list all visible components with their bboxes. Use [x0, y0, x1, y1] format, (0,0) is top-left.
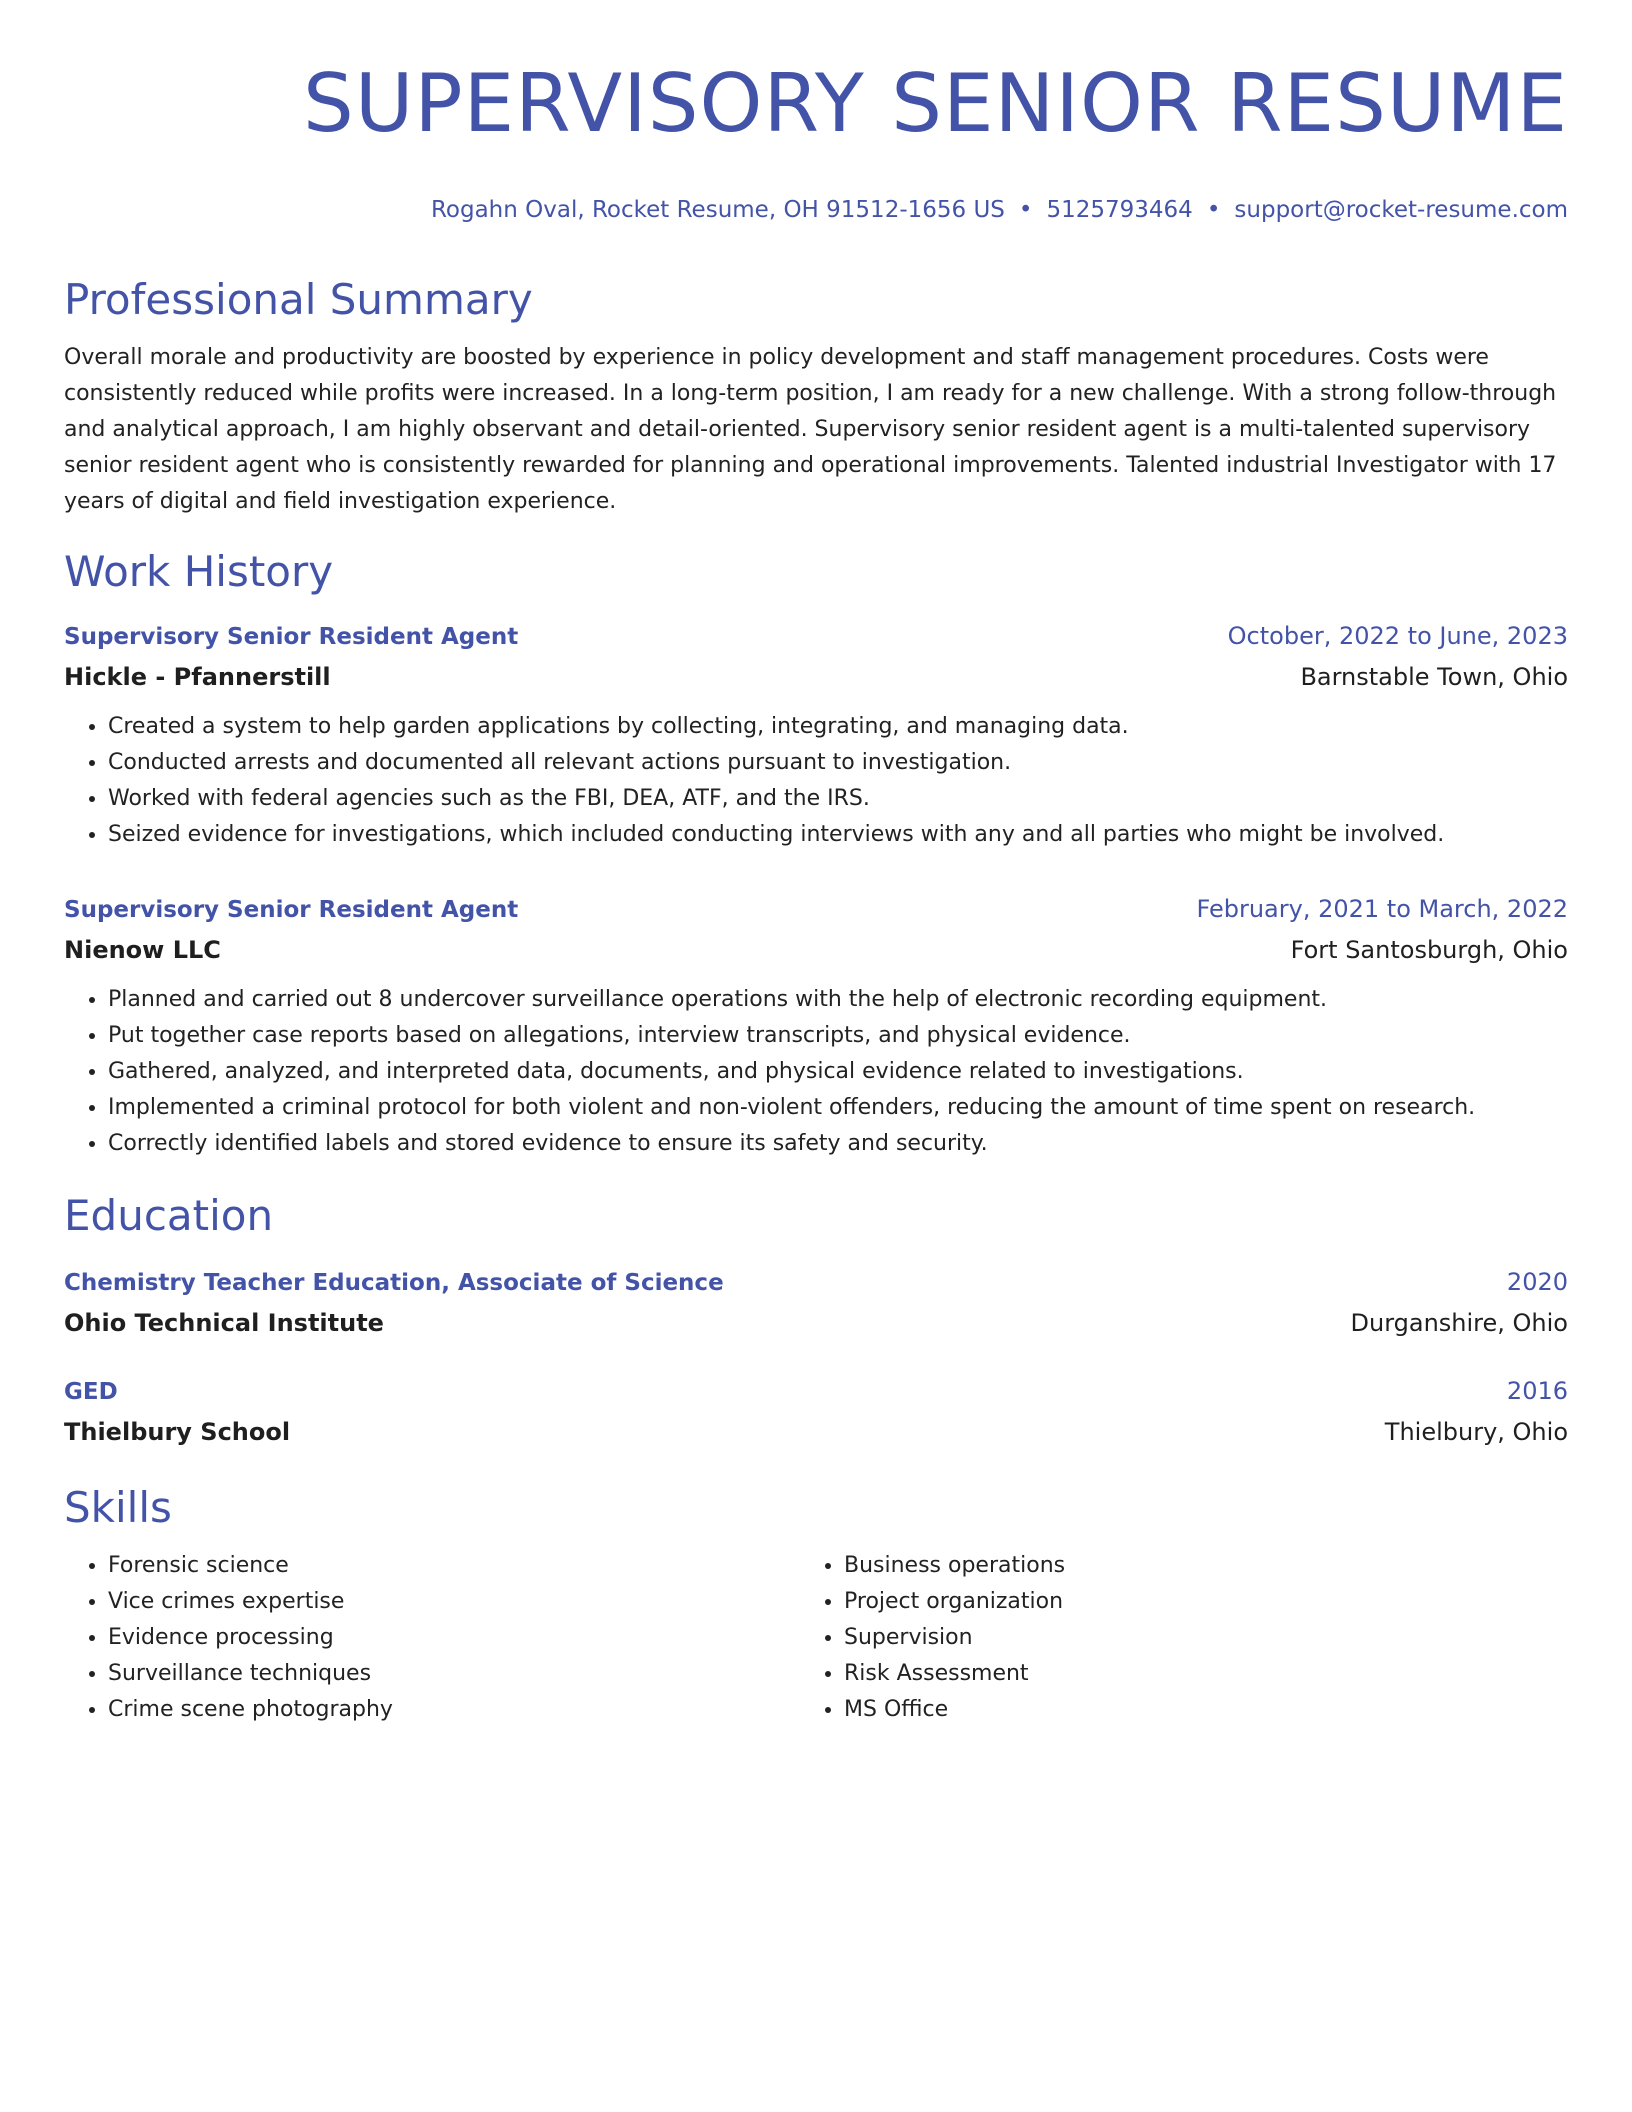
- skill-item: • Supervision: [844, 1620, 1536, 1656]
- skill-item: • MS Office: [844, 1692, 1536, 1728]
- summary-heading: Professional Summary: [64, 275, 533, 324]
- education-school: Thielbury School: [64, 1418, 291, 1446]
- job-bullet: • Created a system to help garden applications by collecting, integrating, and managing data.: [108, 709, 1568, 745]
- skills-column-left: [64, 1548, 800, 1728]
- education-entry: [64, 1262, 1568, 1343]
- contact-phone[interactable]: 5125793464: [1046, 197, 1193, 223]
- contact-line: [64, 194, 1568, 226]
- education-location: Durganshire, Ohio: [1350, 1309, 1568, 1337]
- contact-separator: •: [1018, 197, 1033, 223]
- education-school: Ohio Technical Institute: [64, 1309, 384, 1337]
- job-bullets: [64, 709, 1568, 853]
- skill-item: • Surveillance techniques: [108, 1656, 800, 1692]
- skill-item: • Vice crimes expertise: [108, 1584, 800, 1620]
- job-bullet: • Implemented a criminal protocol for both violent and non-violent offenders, reducing the amount of time spent on research.: [108, 1090, 1568, 1126]
- job-bullet: • Seized evidence for investigations, which included conducting interviews with any and all parties who might be involved.: [108, 817, 1568, 853]
- job-bullets: [64, 982, 1568, 1162]
- contact-email[interactable]: support@rocket-resume.com: [1234, 197, 1568, 223]
- contact-address: Rogahn Oval, Rocket Resume, OH 91512-1656 US: [430, 197, 1005, 223]
- resume-title: SUPERVISORY SENIOR RESUME: [303, 57, 1568, 150]
- job-entry: [64, 616, 1568, 853]
- skills-list: [64, 1548, 800, 1728]
- skill-item: • Forensic science: [108, 1548, 800, 1584]
- skills-list: [800, 1548, 1536, 1728]
- education-location: Thielbury, Ohio: [1384, 1418, 1568, 1446]
- education-degree: Chemistry Teacher Education, Associate of Science: [64, 1270, 724, 1296]
- skill-item: • Project organization: [844, 1584, 1536, 1620]
- contact-separator: •: [1206, 197, 1221, 223]
- education-entry: [64, 1371, 1568, 1452]
- job-location: Fort Santosburgh, Ohio: [1290, 936, 1568, 964]
- job-bullet: • Worked with federal agencies such as the FBI, DEA, ATF, and the IRS.: [108, 781, 1568, 817]
- skills-column-right: [800, 1548, 1536, 1728]
- job-bullet: • Gathered, analyzed, and interpreted data, documents, and physical evidence related to investigations.: [108, 1054, 1568, 1090]
- job-company: Nienow LLC: [64, 936, 221, 964]
- summary-text: Overall morale and productivity are boosted by experience in policy development and staff management procedures. Costs were consistently reduced while profits were increased. In a long-term position, I am ready for a new challenge. With a strong follow-through and analytical approach, I am highly observant and detail-oriented. Supervisory senior resident agent is a multi-talented supervisory senior resident agent who is consistently rewarded for planning and operational improvements. Talented industrial Investigator with 17 years of digital and field investigation experience.: [64, 345, 1557, 514]
- job-location: Barnstable Town, Ohio: [1300, 663, 1568, 691]
- job-entry: [64, 889, 1568, 1162]
- job-bullet: • Put together case reports based on allegations, interview transcripts, and physical evidence.: [108, 1018, 1568, 1054]
- education-year: 2016: [1506, 1377, 1568, 1405]
- skill-item: • Business operations: [844, 1548, 1536, 1584]
- job-dates: February, 2021 to March, 2022: [1196, 895, 1568, 923]
- job-dates: October, 2022 to June, 2023: [1227, 622, 1568, 650]
- job-bullet: • Conducted arrests and documented all relevant actions pursuant to investigation.: [108, 745, 1568, 781]
- skill-item: • Evidence processing: [108, 1620, 800, 1656]
- skill-item: • Risk Assessment: [844, 1656, 1536, 1692]
- job-role: Supervisory Senior Resident Agent: [64, 624, 519, 650]
- job-bullet: • Correctly identified labels and stored evidence to ensure its safety and security.: [108, 1126, 1568, 1162]
- work-history-heading: Work History: [64, 547, 334, 596]
- skill-item: • Crime scene photography: [108, 1692, 800, 1728]
- skills-heading: Skills: [64, 1483, 172, 1532]
- skills-grid: [64, 1548, 1568, 1728]
- education-heading: Education: [64, 1191, 274, 1240]
- education-year: 2020: [1506, 1268, 1568, 1296]
- education-degree: GED: [64, 1379, 118, 1405]
- job-company: Hickle - Pfannerstill: [64, 663, 331, 691]
- job-bullet: • Planned and carried out 8 undercover surveillance operations with the help of electronic recording equipment.: [108, 982, 1568, 1018]
- job-role: Supervisory Senior Resident Agent: [64, 897, 519, 923]
